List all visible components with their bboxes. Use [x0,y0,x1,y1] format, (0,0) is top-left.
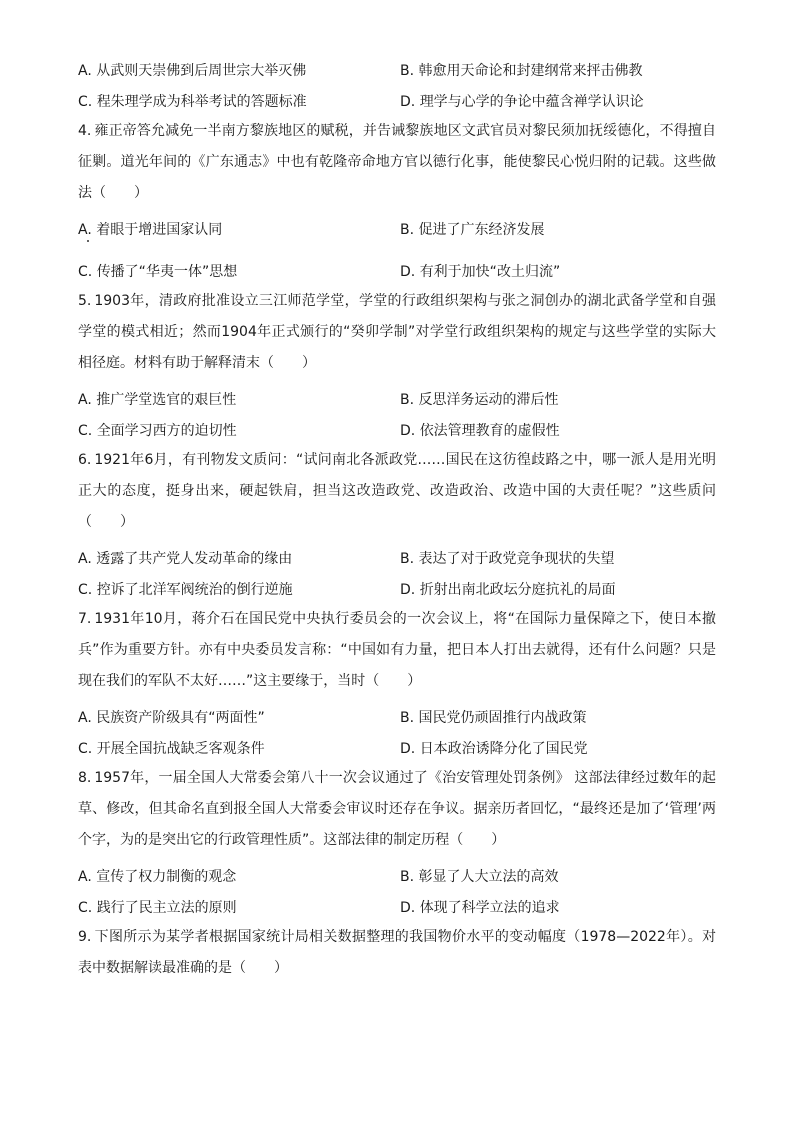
question-5-stem: 5. 1903年，清政府批准设立三江师范学堂，学堂的行政组织架构与张之洞创办的湖北武备学堂和自强学堂的模式相近；然而1904年正式颁行的“癸卯学制”对学堂行政组织架构的规定与这些学堂的实际大相径庭。材料有助于解释清末（ ） [78,293,716,371]
q8-option-row-1 [78,868,716,886]
question-8-stem: 8. 1957年，一届全国人大常委会第八十一次会议通过了《治安管理处罚条例》 这部法律经过数年的起草、修改，但其命名直到报全国人大常委会审议时还存在争议。据亲历者回忆，“最终还是加了‘管理’两个字，为的是突出它的行政管理性质”。这部法律的制定历程（ ） [78,770,716,848]
q3-option-d[interactable]: D. 理学与心学的争论中蕴含禅学认识论 [400,94,644,110]
question-7-stem: 7. 1931年10月，蒋介石在国民党中央执行委员会的一次会议上，将“在国际力量保障之下，使日本撤兵”作为重要方针。亦有中央委员发言称：“中国如有力量，把日本人打出去就得，还有什么问题？只是现在我们的军队不太好……”这主要缘于，当时（ ） [78,611,716,689]
q3-option-row-1 [78,62,716,80]
q6-option-row-2 [78,581,716,599]
q6-option-c[interactable]: C. 控诉了北洋军阀统治的倒行逆施 [78,582,293,598]
stray-dot [87,240,89,242]
q7-option-c[interactable]: C. 开展全国抗战缺乏客观条件 [78,741,265,757]
q4-option-c[interactable]: C. 传播了“华夷一体”思想 [78,264,238,280]
q8-option-b[interactable]: B. 彰显了人大立法的高效 [400,869,559,885]
q3-option-c[interactable]: C. 程朱理学成为科举考试的答题标准 [78,94,307,110]
q7-option-a[interactable]: A. 民族资产阶级具有“两面性” [78,710,265,726]
q3-option-row-2 [78,93,716,111]
q8-option-row-2 [78,899,716,917]
q8-option-c[interactable]: C. 践行了民主立法的原则 [78,900,237,916]
question-4-stem: 4. 雍正帝答允减免一半南方黎族地区的赋税，并告诫黎族地区文武官员对黎民须加抚绥德化，不得擅自征剿。道光年间的《广东通志》中也有乾隆帝命地方官以德行化事，能使黎民心悦归附的记载。这些做法（ ） [78,123,716,201]
q7-option-row-2 [78,740,716,758]
q5-option-a[interactable]: A. 推广学堂选官的艰巨性 [78,392,237,408]
question-6-stem: 6. 1921年6月，有刊物发文质问：“试问南北各派政党……国民在这彷徨歧路之中，哪一派人是用光明正大的态度，挺身出来，硬起铁肩，担当这改造政党、改造政治、改造中国的大责任呢？”这些质问（ ） [78,452,716,530]
q8-option-a[interactable]: A. 宣传了权力制衡的观念 [78,869,237,885]
q4-option-a[interactable]: A. 着眼于增进国家认同 [78,222,223,238]
q5-option-row-2 [78,422,716,440]
q4-option-d[interactable]: D. 有利于加快“改土归流” [400,264,561,280]
q6-option-b[interactable]: B. 表达了对于政党竞争现状的失望 [400,551,615,567]
q7-option-b[interactable]: B. 国民党仍顽固推行内战政策 [400,710,587,726]
q4-option-row-1 [78,221,716,239]
q3-option-a[interactable]: A. 从武则天崇佛到后周世宗大举灭佛 [78,63,307,79]
q6-option-a[interactable]: A. 透露了共产党人发动革命的缘由 [78,551,293,567]
q5-option-c[interactable]: C. 全面学习西方的迫切性 [78,423,237,439]
q6-option-d[interactable]: D. 折射出南北政坛分庭抗礼的局面 [400,582,616,598]
q5-option-b[interactable]: B. 反思洋务运动的滞后性 [400,392,559,408]
q6-option-row-1 [78,550,716,568]
q3-option-b[interactable]: B. 韩愈用天命论和封建纲常来抨击佛教 [400,63,643,79]
question-9-stem: 9. 下图所示为某学者根据国家统计局相关数据整理的我国物价水平的变动幅度（1978—2022年）。对表中数据解读最准确的是（ ） [78,929,716,976]
q7-option-d[interactable]: D. 日本政治诱降分化了国民党 [400,741,588,757]
q5-option-d[interactable]: D. 依法管理教育的虚假性 [400,423,560,439]
q7-option-row-1 [78,709,716,727]
q4-option-row-2 [78,263,716,281]
q8-option-d[interactable]: D. 体现了科学立法的追求 [400,900,560,916]
q5-option-row-1 [78,391,716,409]
q4-option-b[interactable]: B. 促进了广东经济发展 [400,222,545,238]
